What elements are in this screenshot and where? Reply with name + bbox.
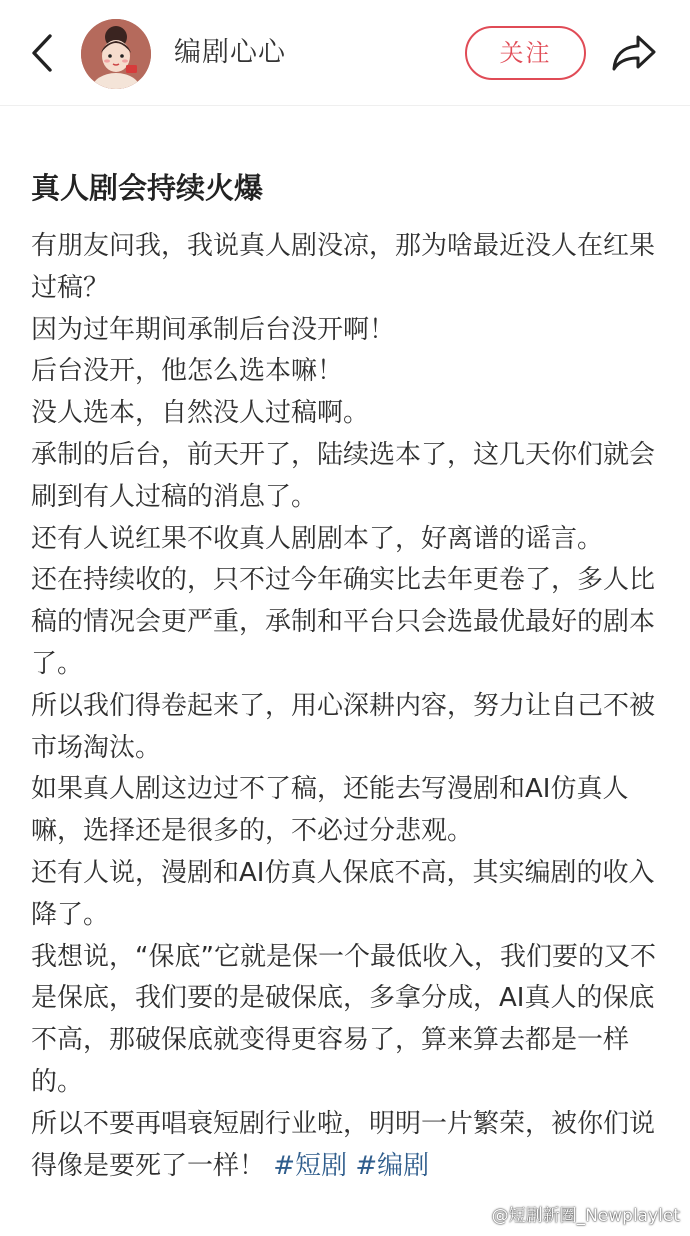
share-button[interactable] bbox=[608, 30, 660, 76]
watermark-text: @短剧新圈_Newplaylet bbox=[491, 1206, 680, 1226]
paragraph-text: 所以不要再唱衰短剧行业啦，明明一片繁荣，被你们说得像是要死了一样！ bbox=[31, 1108, 656, 1181]
chevron-left-icon bbox=[29, 33, 55, 73]
avatar[interactable] bbox=[81, 19, 151, 89]
post-title: 真人剧会持续火爆 bbox=[31, 171, 264, 205]
post-body bbox=[31, 226, 661, 1187]
back-button[interactable] bbox=[22, 30, 62, 76]
paragraph: 没人选本，自然没人过稿啊。 bbox=[31, 398, 370, 429]
paragraph: 有朋友问我，我说真人剧没凉，那为啥最近没人在红果过稿？ bbox=[31, 231, 656, 303]
avatar-illustration bbox=[81, 19, 151, 89]
top-bar bbox=[0, 0, 690, 106]
paragraph: 我想说，“保底”它就是保一个最低收入，我们要的又不是保底，我们要的是破保底，多拿分成，AI真人的保底不高，那破保底就变得更容易了，算来算去都是一样的。 bbox=[31, 941, 656, 1097]
paragraph: 后台没开，他怎么选本嘛！ bbox=[31, 356, 344, 387]
hashtag-link[interactable]: #编剧 bbox=[355, 1150, 430, 1181]
paragraph-with-tags bbox=[31, 1104, 661, 1188]
paragraph: 因为过年期间承制后台没开啊！ bbox=[31, 314, 396, 345]
hashtag-link[interactable]: #短剧 bbox=[273, 1150, 348, 1181]
paragraph: 还有人说红果不收真人剧剧本了，好离谱的谣言。 bbox=[31, 523, 604, 554]
paragraph: 所以我们得卷起来了，用心深耕内容，努力让自己不被市场淘汰。 bbox=[31, 690, 656, 763]
follow-button[interactable]: 关注 bbox=[465, 26, 586, 80]
paragraph: 如果真人剧这边过不了稿，还能去写漫剧和AI仿真人嘛，选择还是很多的，不必过分悲观。 bbox=[31, 774, 629, 847]
share-arrow-icon bbox=[611, 33, 657, 73]
paragraph: 还有人说，漫剧和AI仿真人保底不高，其实编剧的收入降了。 bbox=[31, 857, 655, 930]
post-content bbox=[31, 166, 661, 1187]
author-name[interactable]: 编剧心心 bbox=[174, 37, 286, 68]
watermark bbox=[492, 1201, 680, 1226]
paragraph: 还在持续收的，只不过今年确实比去年更卷了，多人比稿的情况会更严重，承制和平台只会选最优最好的剧本了。 bbox=[31, 565, 656, 679]
paragraph: 承制的后台，前天开了，陆续选本了，这几天你们就会刷到有人过稿的消息了。 bbox=[31, 439, 656, 512]
